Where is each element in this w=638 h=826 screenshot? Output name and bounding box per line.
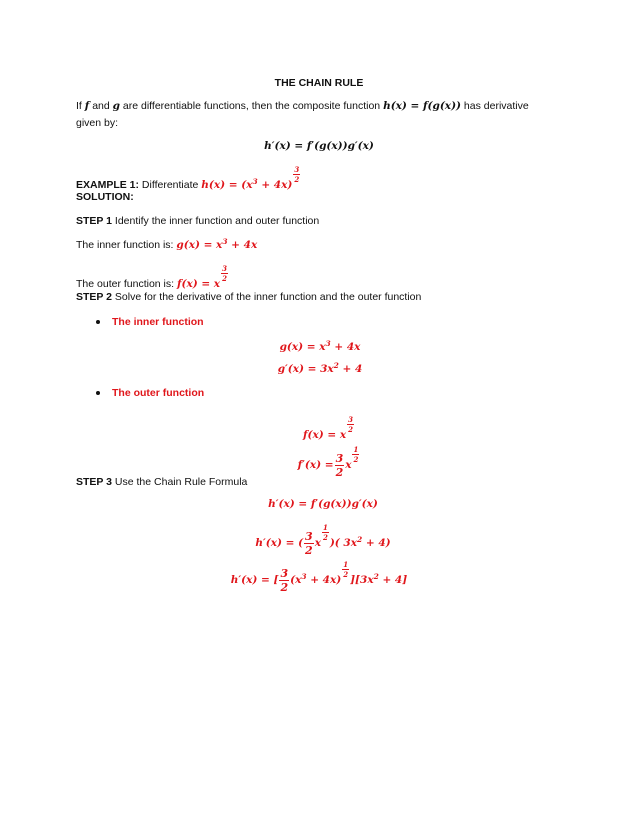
step-3: STEP 3 Use the Chain Rule Formula	[76, 476, 248, 488]
exponent-fraction: $\frac{3}{2}$	[294, 165, 300, 184]
coefficient-fraction: $\frac{3}{2}$	[335, 451, 344, 479]
exponent-fraction: $\frac{1}{2}$	[353, 445, 359, 464]
chain-rule-formula: h′(x) = f′(g(x))g′(x)	[264, 140, 374, 152]
bullet-outer-function: The outer function	[112, 387, 205, 399]
inner-g-equation: $g(x) = x^3 + 4x$	[279, 339, 361, 353]
chain-rule-final: h′(x) = [ $\frac{3}{2}$ $(x^3 + 4x)$ $\frac{1}{2}$ ]$[3x^2 + 4]$	[230, 560, 408, 594]
intro-line: If f and g are differentiable functions, then the composite function h(x) = f(g(x)) has derivative	[76, 100, 529, 112]
intro-line-2: given by:	[76, 117, 119, 129]
coefficient-fraction: $\frac{3}{2}$	[280, 566, 289, 594]
exponent-fraction: $\frac{3}{2}$	[222, 264, 227, 283]
page-title: THE CHAIN RULE	[274, 77, 364, 89]
inner-function-line: The inner function is: $g(x) = x^3 + 4x$	[76, 237, 258, 251]
coefficient-fraction: $\frac{3}{2}$	[305, 529, 313, 557]
exponent-fraction: $\frac{1}{2}$	[322, 523, 328, 542]
bullet-inner-function: The inner function	[112, 316, 204, 328]
example-1: EXAMPLE 1: Differentiate $h(x) = (x^3 + 4x)$ $\frac{3}{2}$	[76, 165, 300, 191]
solution-label: SOLUTION:	[76, 191, 134, 203]
outer-function-line: The outer function is: f(x) = x $\frac{3}{2}$	[76, 264, 227, 290]
exponent-fraction: $\frac{1}{2}$	[343, 560, 349, 579]
chain-rule-restated: h′(x) = f′(g(x))g′(x)	[268, 498, 378, 510]
outer-f-derivative: f′(x) = $\frac{3}{2}$ x $\frac{1}{2}$	[297, 445, 359, 479]
bullet-icon	[96, 391, 100, 395]
step-2: STEP 2 Solve for the derivative of the inner function and the outer function	[76, 291, 422, 303]
chain-rule-substituted: h′(x) = ( $\frac{3}{2}$ x $\frac{1}{2}$ )( $3x^2 + 4$)	[255, 523, 391, 557]
inner-g-derivative: $g'(x) = 3x^2 + 4$	[277, 361, 363, 375]
outer-f-equation: f(x) = x $\frac{3}{2}$	[303, 415, 353, 441]
exponent-fraction: $\frac{3}{2}$	[348, 415, 353, 434]
step-1: STEP 1 Identify the inner function and outer function	[76, 215, 320, 227]
bullet-icon	[96, 320, 100, 324]
